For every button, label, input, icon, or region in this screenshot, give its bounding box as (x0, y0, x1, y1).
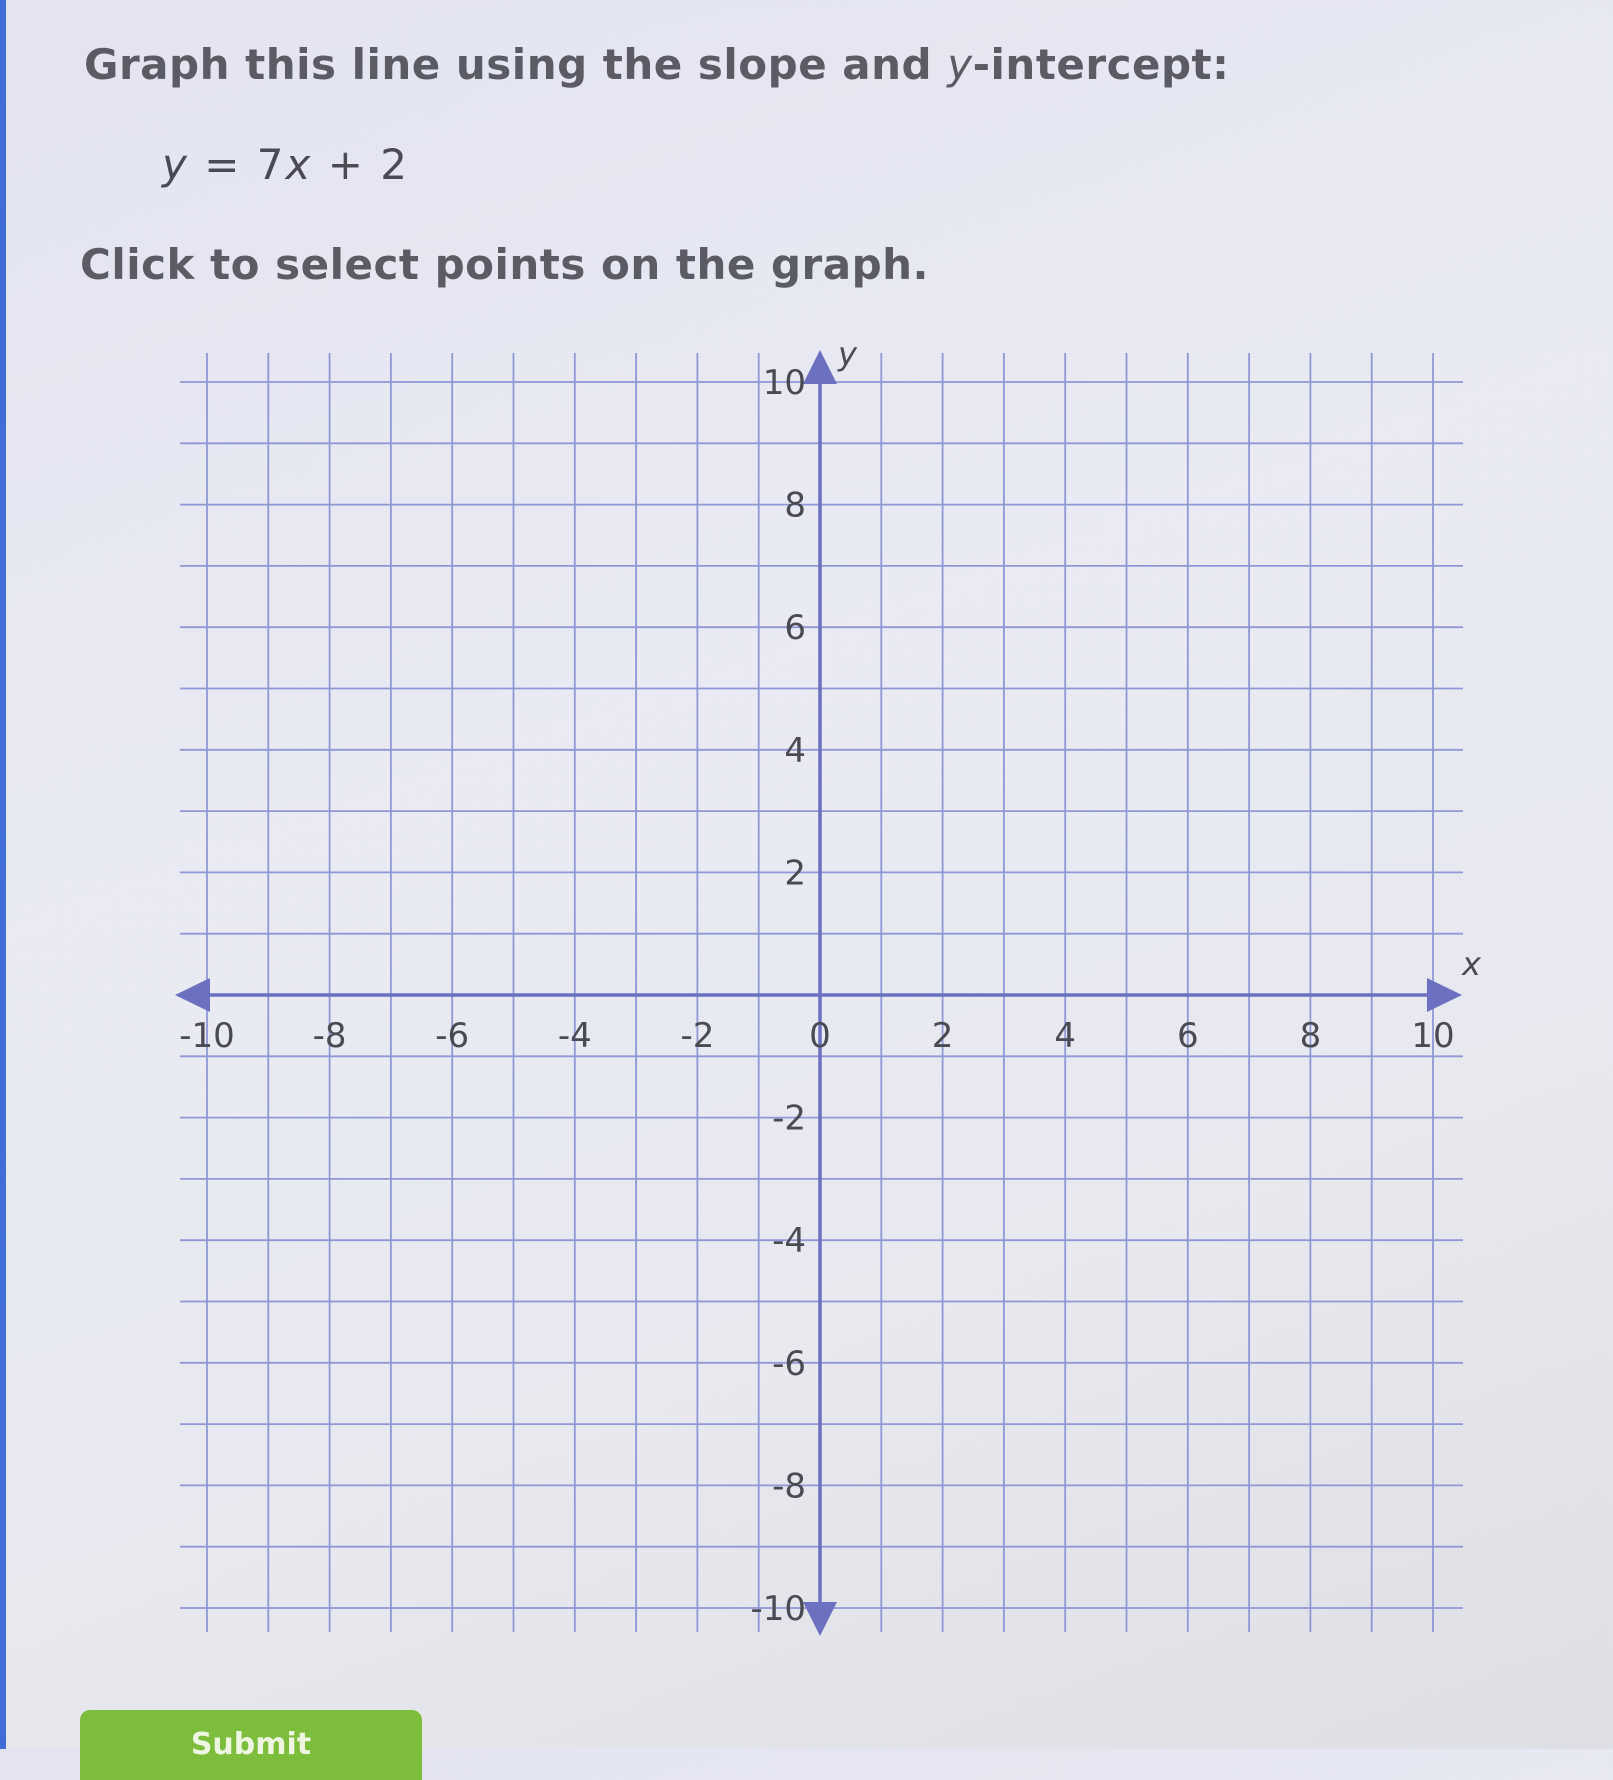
y-tick-label: 10 (762, 363, 806, 403)
x-tick-label: -4 (557, 1016, 592, 1056)
instruction-variable: y (947, 40, 973, 89)
x-axis-arrow-right (1427, 978, 1462, 1012)
x-tick-label: -2 (680, 1016, 715, 1056)
instruction-prefix: Graph this line using the slope and (84, 40, 948, 89)
x-tick-label: 0 (809, 1016, 831, 1056)
instruction-suffix: -intercept: (972, 40, 1230, 89)
y-tick-label: 6 (784, 608, 806, 649)
x-tick-label: 10 (1411, 1016, 1455, 1056)
x-tick-label: -6 (435, 1016, 470, 1056)
y-tick-label: -10 (750, 1589, 806, 1629)
y-tick-label: -6 (772, 1343, 806, 1384)
x-tick-label: 4 (1054, 1016, 1077, 1056)
y-tick-label: 4 (784, 730, 806, 771)
axes (175, 350, 1462, 1636)
x-tick-label: 2 (931, 1016, 954, 1056)
y-tick-label: -2 (772, 1098, 806, 1139)
x-tick-label: -8 (312, 1016, 347, 1056)
equation-coefficient: = 7 (188, 140, 286, 189)
x-tick-label: -10 (179, 1016, 235, 1056)
x-tick-label: 8 (1299, 1016, 1322, 1056)
y-axis-label: y (838, 335, 857, 373)
submit-button[interactable]: Submit (80, 1710, 422, 1780)
y-tick-label: -4 (772, 1221, 806, 1262)
y-axis-arrow-down (803, 1602, 837, 1636)
x-axis-label: x (1462, 945, 1481, 983)
y-tick-label: 8 (784, 485, 806, 526)
y-tick-label: -8 (772, 1466, 806, 1507)
x-tick-label: 6 (1176, 1016, 1199, 1056)
equation-constant: + 2 (312, 140, 409, 189)
y-axis-arrow-up (803, 350, 837, 384)
equation-lhs: y (162, 140, 189, 189)
y-tick-label: 2 (784, 853, 806, 894)
x-axis-arrow-left (175, 978, 210, 1012)
prompt-text: Click to select points on the graph. (80, 240, 929, 289)
equation-variable: x (285, 140, 313, 189)
